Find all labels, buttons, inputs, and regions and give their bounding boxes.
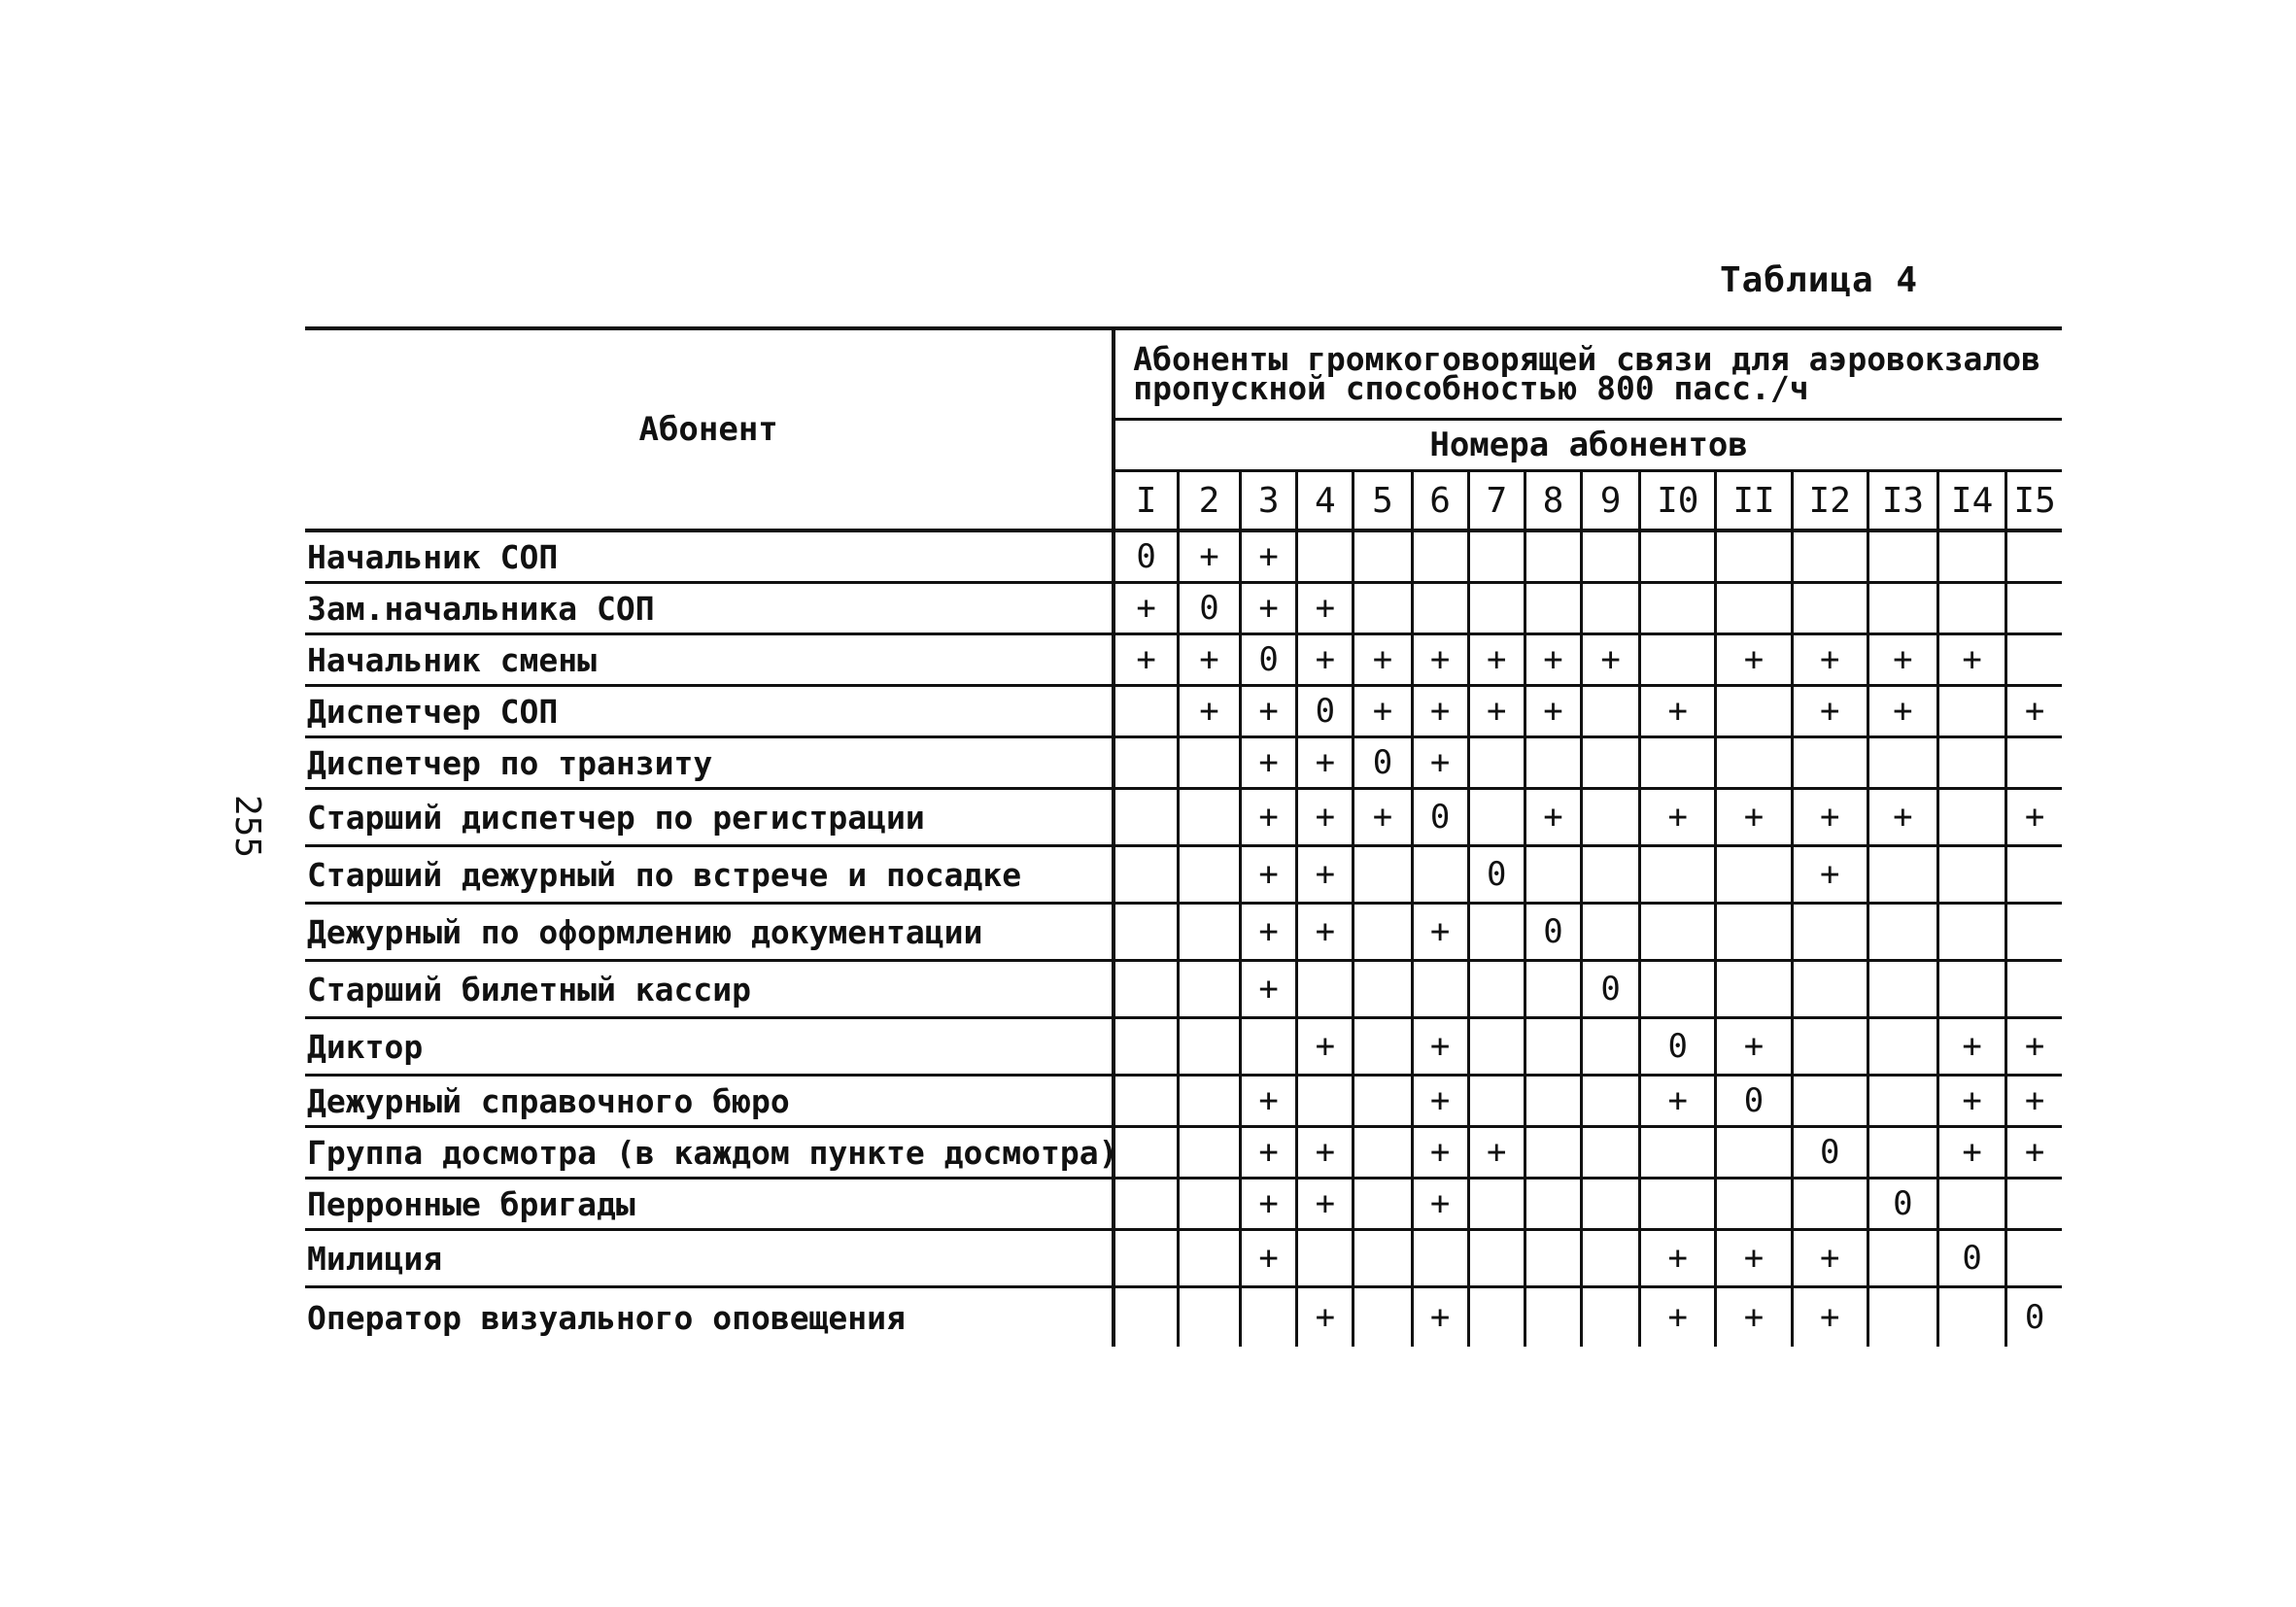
table-cell: +	[2006, 1127, 2062, 1179]
table-cell: 0	[2024, 1298, 2045, 1337]
table-cell: +	[1868, 686, 1937, 737]
table-cell	[1178, 1179, 1240, 1230]
table-cell	[1114, 1230, 1178, 1287]
table-cell	[1178, 1230, 1240, 1287]
table-cell	[1937, 686, 2005, 737]
table-cell: +	[1178, 530, 1240, 583]
subscriber-matrix-table	[305, 326, 2062, 1347]
row-label: Милиция	[305, 1230, 1114, 1287]
table-cell	[1868, 1018, 1937, 1076]
table-cell: +	[1792, 846, 1868, 904]
column-number: 6	[1412, 471, 1468, 531]
table-cell	[1354, 1127, 1412, 1179]
table-cell	[1640, 634, 1716, 686]
row-label: Диктор	[305, 1018, 1114, 1076]
table-cell	[1868, 1287, 1937, 1348]
table-cell	[2006, 961, 2062, 1018]
table-cell	[1354, 583, 1412, 634]
table-cell	[1640, 1127, 1716, 1179]
table-cell: 0	[1178, 583, 1240, 634]
table-cell	[1937, 530, 2005, 583]
table-cell	[1937, 846, 2005, 904]
table-cell	[1716, 1127, 1792, 1179]
table-cell: +	[1241, 1230, 1297, 1287]
table-cell: 0	[1792, 1127, 1868, 1179]
table-cell	[1178, 904, 1240, 961]
row-label: Перронные бригады	[305, 1179, 1114, 1230]
table-cell	[1792, 1179, 1868, 1230]
table-cell: +	[1241, 961, 1297, 1018]
table-cell: +	[1640, 1076, 1716, 1127]
table-cell	[1868, 1127, 1937, 1179]
table-cell	[1241, 1287, 1297, 1348]
table-row	[305, 583, 2062, 634]
table-cell: +	[1114, 634, 1178, 686]
table-cell	[1868, 961, 1937, 1018]
table-cell	[1792, 737, 1868, 789]
table-row	[305, 1076, 2062, 1127]
table-cell	[2006, 530, 2062, 583]
table-cell: 0	[1868, 1179, 1937, 1230]
table-cell: +	[1241, 583, 1297, 634]
table-cell: +	[1297, 1127, 1354, 1179]
column-number: I3	[1868, 471, 1937, 531]
table-cell	[1937, 1179, 2005, 1230]
table-cell	[1582, 686, 1640, 737]
table-cell: +	[1640, 1230, 1716, 1287]
table-cell	[1241, 1018, 1297, 1076]
row-label: Начальник СОП	[305, 530, 1114, 583]
subscriber-numbers-header: Номера абонентов	[1114, 420, 2062, 471]
table-cell: +	[1792, 686, 1868, 737]
table-cell	[1792, 1018, 1868, 1076]
table-cell	[2006, 904, 2062, 961]
table-cell	[1937, 737, 2005, 789]
table-cell	[1716, 530, 1792, 583]
table-cell	[1468, 1076, 1525, 1127]
table-cell	[1525, 1230, 1581, 1287]
table-cell	[1354, 904, 1412, 961]
column-number: I5	[2006, 471, 2062, 531]
table-cell	[1297, 1076, 1354, 1127]
page-number: 255	[227, 794, 268, 859]
table-cell: +	[1412, 1018, 1468, 1076]
table-cell	[1582, 1076, 1640, 1127]
table-cell	[1525, 1287, 1581, 1348]
subscriber-column-header: Абонент	[305, 328, 1114, 530]
table-cell	[1412, 961, 1468, 1018]
table-cell	[1468, 737, 1525, 789]
table-cell: +	[1716, 1018, 1792, 1076]
table-row	[305, 1179, 2062, 1230]
table-row	[305, 530, 2062, 583]
table-cell: +	[1792, 634, 1868, 686]
table-cell: +	[1412, 686, 1468, 737]
table-cell	[1868, 846, 1937, 904]
table-cell	[1716, 1179, 1792, 1230]
column-number: II	[1716, 471, 1792, 531]
table-cell	[1582, 530, 1640, 583]
table-cell	[1297, 961, 1354, 1018]
table-cell	[1114, 1287, 1178, 1348]
table-cell	[1354, 1230, 1412, 1287]
table-cell	[1178, 1076, 1240, 1127]
table-cell: +	[1241, 1179, 1297, 1230]
table-cell: +	[1525, 686, 1581, 737]
table-row	[305, 686, 2062, 737]
table-cell: +	[1792, 1230, 1868, 1287]
table-row	[305, 961, 2062, 1018]
table-cell: +	[1241, 846, 1297, 904]
table-cell	[1468, 530, 1525, 583]
table-cell	[1468, 961, 1525, 1018]
table-cell	[2006, 846, 2062, 904]
row-label: Диспетчер СОП	[305, 686, 1114, 737]
column-number: 4	[1297, 471, 1354, 531]
table-cell: +	[1354, 686, 1412, 737]
table-cell: +	[1178, 634, 1240, 686]
table-cell	[1640, 846, 1716, 904]
group-header	[1114, 328, 2062, 420]
table-cell: +	[1640, 789, 1716, 846]
table-cell	[1792, 530, 1868, 583]
table-cell	[1868, 737, 1937, 789]
table-cell: +	[1937, 1018, 2005, 1076]
table-cell	[1354, 961, 1412, 1018]
table-cell: 0	[1525, 904, 1581, 961]
column-number: 5	[1354, 471, 1412, 531]
table-cell	[1868, 1076, 1937, 1127]
table-cell	[1582, 583, 1640, 634]
table-cell	[1114, 1127, 1178, 1179]
table-cell: +	[1412, 1076, 1468, 1127]
table-cell	[1640, 961, 1716, 1018]
table-cell	[1525, 1127, 1581, 1179]
table-cell	[1114, 1076, 1178, 1127]
table-cell	[1868, 904, 1937, 961]
column-number: 7	[1468, 471, 1525, 531]
table-cell	[1792, 1076, 1868, 1127]
table-cell	[1525, 530, 1581, 583]
table-cell: +	[1297, 789, 1354, 846]
table-cell: +	[1297, 846, 1354, 904]
table-cell: 0	[1582, 961, 1640, 1018]
table-cell	[1640, 904, 1716, 961]
table-body	[305, 530, 2062, 1347]
table-cell	[1114, 686, 1178, 737]
table-cell	[1792, 904, 1868, 961]
table-cell: +	[1792, 1287, 1868, 1348]
table-cell	[1354, 530, 1412, 583]
table-cell	[1114, 737, 1178, 789]
table-cell	[1792, 583, 1868, 634]
column-number: I4	[1937, 471, 2005, 531]
table-cell	[1868, 583, 1937, 634]
group-header-line2: пропускной способностью 800 пасс./ч	[1133, 369, 1809, 407]
table-cell	[1178, 737, 1240, 789]
table-cell	[1468, 1018, 1525, 1076]
table-cell	[2006, 1179, 2062, 1230]
table-cell	[1114, 846, 1178, 904]
table-cell: 0	[1640, 1018, 1716, 1076]
table-cell: +	[1525, 789, 1581, 846]
column-number: I	[1114, 471, 1178, 531]
table-cell: +	[1468, 634, 1525, 686]
row-label: Старший диспетчер по регистрации	[305, 789, 1114, 846]
table-cell	[1297, 530, 1354, 583]
table-row	[305, 634, 2062, 686]
table-cell	[1716, 904, 1792, 961]
table-cell	[2006, 1230, 2062, 1287]
table-cell	[1716, 583, 1792, 634]
column-number: 8	[1525, 471, 1581, 531]
table-cell	[1114, 1018, 1178, 1076]
table-cell	[1640, 737, 1716, 789]
table-cell	[1468, 1287, 1525, 1348]
table-cell: +	[1354, 789, 1412, 846]
table-cell	[1354, 1179, 1412, 1230]
table-cell	[1937, 961, 2005, 1018]
table-cell: +	[1297, 1179, 1354, 1230]
row-label: Дежурный по оформлению документации	[305, 904, 1114, 961]
table-cell	[1412, 530, 1468, 583]
table-cell: 0	[1114, 530, 1178, 583]
table-cell: 0	[1412, 789, 1468, 846]
table-cell: +	[1937, 1076, 2005, 1127]
table-cell: +	[2006, 789, 2062, 846]
table-cell: +	[1412, 634, 1468, 686]
table-cell	[1640, 530, 1716, 583]
table-cell: +	[1868, 789, 1937, 846]
table-cell: +	[1412, 737, 1468, 789]
table-cell	[1178, 1127, 1240, 1179]
row-label: Начальник смены	[305, 634, 1114, 686]
table-cell	[1525, 1179, 1581, 1230]
table-row	[305, 1230, 2062, 1287]
table-cell	[1525, 846, 1581, 904]
table-cell: +	[2006, 1076, 2062, 1127]
table-cell	[1354, 1018, 1412, 1076]
table-row	[305, 1127, 2062, 1179]
row-label: Зам.начальника СОП	[305, 583, 1114, 634]
table-cell	[1178, 961, 1240, 1018]
table-cell: +	[1716, 1287, 1792, 1348]
table-row	[305, 904, 2062, 961]
table-cell: 0	[1354, 737, 1412, 789]
table-cell: 0	[1241, 634, 1297, 686]
table-cell	[2006, 737, 2062, 789]
table-cell: +	[1297, 737, 1354, 789]
table-cell	[1582, 789, 1640, 846]
table-cell: +	[1354, 634, 1412, 686]
table-cell	[1114, 904, 1178, 961]
table-cell	[1582, 1230, 1640, 1287]
table-cell	[1114, 1179, 1178, 1230]
table-cell	[1640, 583, 1716, 634]
table-row	[305, 737, 2062, 789]
table-cell: +	[1412, 1287, 1468, 1348]
table-cell	[1525, 1076, 1581, 1127]
table-cell	[1937, 583, 2005, 634]
table-cell	[1525, 1018, 1581, 1076]
table-cell: +	[1241, 530, 1297, 583]
table-cell: +	[1297, 904, 1354, 961]
table-cell	[1582, 737, 1640, 789]
table-cell	[1792, 961, 1868, 1018]
table-cell	[1468, 904, 1525, 961]
table-cell	[1868, 1230, 1937, 1287]
table-cell	[1525, 737, 1581, 789]
table-cell	[1716, 686, 1792, 737]
table-cell	[1468, 583, 1525, 634]
table-cell	[1354, 846, 1412, 904]
table-cell: +	[1640, 686, 1716, 737]
table-cell	[1582, 904, 1640, 961]
table-cell	[1716, 846, 1792, 904]
table-cell: +	[1241, 737, 1297, 789]
table-cell: +	[1297, 583, 1354, 634]
row-label: Группа досмотра (в каждом пункте досмотра)	[305, 1127, 1114, 1179]
table-cell	[1937, 1287, 2005, 1348]
group-header-line1: Абоненты громкоговорящей связи для аэровокзалов	[1133, 340, 2041, 378]
table-cell	[1114, 789, 1178, 846]
table-cell: +	[1468, 686, 1525, 737]
row-label: Старший билетный кассир	[305, 961, 1114, 1018]
table-cell: +	[1297, 1287, 1354, 1348]
table-cell: +	[1412, 904, 1468, 961]
table-cell: +	[1241, 1127, 1297, 1179]
table-cell	[1468, 789, 1525, 846]
row-label: Оператор визуального оповещения	[305, 1287, 1114, 1348]
table-cell: +	[1468, 1127, 1525, 1179]
table-cell: +	[2006, 1018, 2062, 1076]
table-cell	[1582, 1018, 1640, 1076]
table-row	[305, 1018, 2062, 1076]
row-label: Дежурный справочного бюро	[305, 1076, 1114, 1127]
table-cell	[1297, 1230, 1354, 1287]
table-cell	[1354, 1076, 1412, 1127]
table-cell: +	[1297, 634, 1354, 686]
table-cell: +	[1241, 789, 1297, 846]
table-cell	[1412, 1230, 1468, 1287]
table-cell	[1937, 904, 2005, 961]
table-cell	[1868, 530, 1937, 583]
table-cell	[1525, 961, 1581, 1018]
column-number: I2	[1792, 471, 1868, 531]
table-cell: 0	[1468, 846, 1525, 904]
table-cell: +	[1412, 1179, 1468, 1230]
table-cell	[1468, 1179, 1525, 1230]
table-cell	[1412, 583, 1468, 634]
table-cell: +	[1640, 1287, 1716, 1348]
table-cell: +	[1241, 1076, 1297, 1127]
table-cell: +	[1792, 789, 1868, 846]
table-cell: +	[1114, 583, 1178, 634]
column-number: 3	[1241, 471, 1297, 531]
table-cell: +	[1937, 634, 2005, 686]
table-row	[305, 1287, 2062, 1348]
table-cell: +	[1297, 1018, 1354, 1076]
table-cell	[1582, 1287, 1640, 1348]
table-row	[305, 789, 2062, 846]
table-cell: +	[1178, 686, 1240, 737]
table-cell: +	[1241, 904, 1297, 961]
table-cell: +	[2006, 686, 2062, 737]
table-cell	[1716, 737, 1792, 789]
table-cell	[1525, 583, 1581, 634]
table-cell: 0	[1297, 686, 1354, 737]
table-cell: +	[1716, 789, 1792, 846]
row-label: Диспетчер по транзиту	[305, 737, 1114, 789]
table-cell: +	[1868, 634, 1937, 686]
table-cell	[1178, 1018, 1240, 1076]
column-number: I0	[1640, 471, 1716, 531]
table-cell	[1640, 1179, 1716, 1230]
table-cell	[1937, 789, 2005, 846]
table-cell: +	[1241, 686, 1297, 737]
table-cell: +	[1716, 1230, 1792, 1287]
table-cell: +	[1412, 1127, 1468, 1179]
table-cell: +	[1716, 634, 1792, 686]
table-cell	[1178, 1287, 1240, 1348]
table-title: Таблица 4	[1720, 260, 1919, 300]
table-cell	[1354, 1287, 1412, 1348]
table-cell: +	[1525, 634, 1581, 686]
table-cell	[2006, 583, 2062, 634]
table-cell: 0	[1716, 1076, 1792, 1127]
table-cell	[1582, 846, 1640, 904]
row-label: Старший дежурный по встрече и посадке	[305, 846, 1114, 904]
table-cell	[1114, 961, 1178, 1018]
column-number: 2	[1178, 471, 1240, 531]
table-cell	[2006, 634, 2062, 686]
table-cell: 0	[1937, 1230, 2005, 1287]
table-cell	[1582, 1127, 1640, 1179]
table-cell	[1582, 1179, 1640, 1230]
table-row	[305, 846, 2062, 904]
table-cell	[1178, 846, 1240, 904]
table-cell	[1716, 961, 1792, 1018]
table-cell	[1178, 789, 1240, 846]
table-cell	[1412, 846, 1468, 904]
column-number: 9	[1582, 471, 1640, 531]
table-cell: +	[1582, 634, 1640, 686]
table-cell	[1468, 1230, 1525, 1287]
table-cell: +	[1937, 1127, 2005, 1179]
